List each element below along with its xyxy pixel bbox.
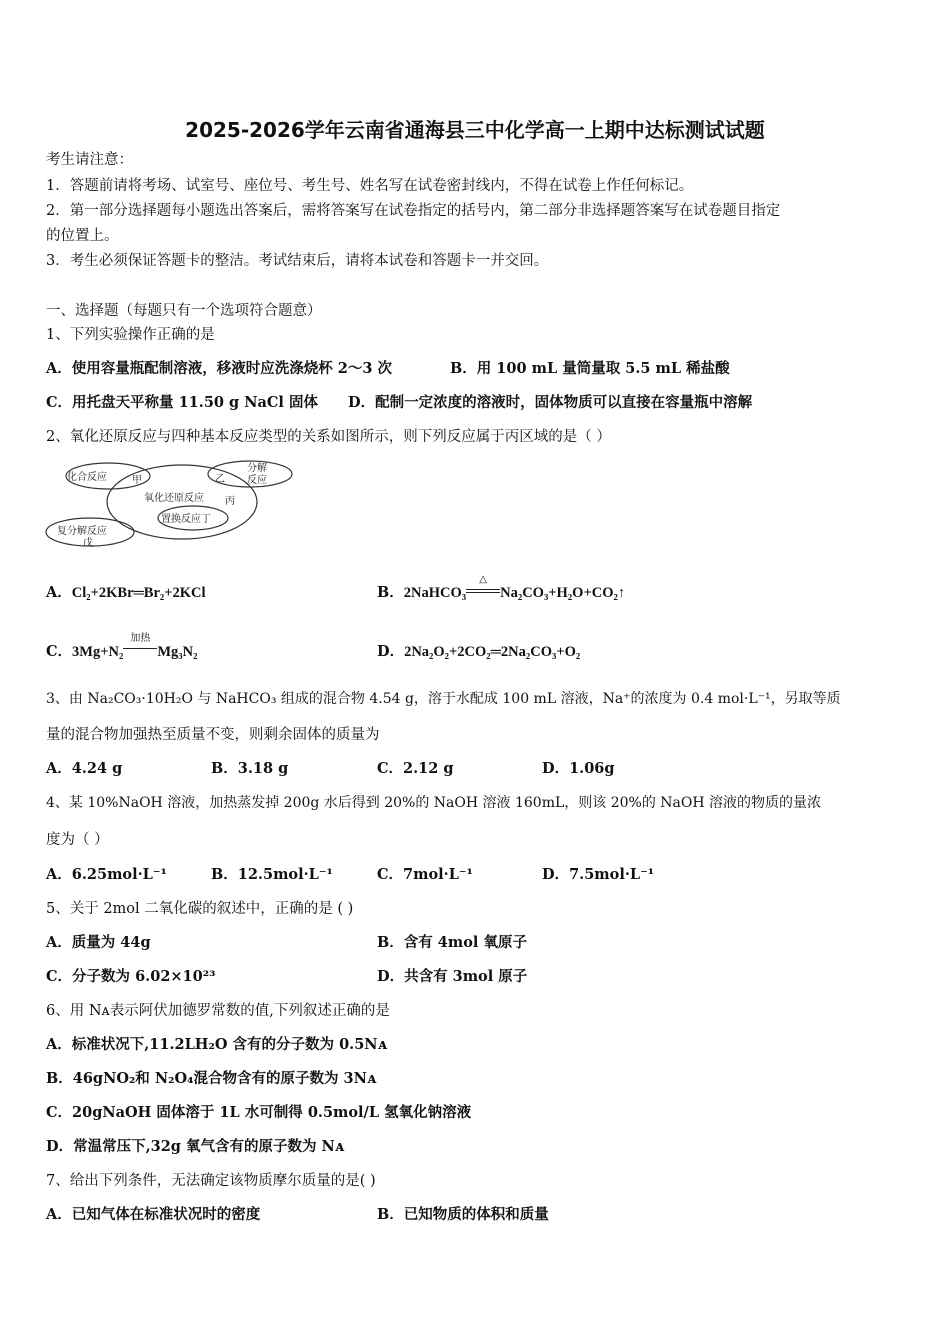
q7-option-b: B．已知物质的体积和质量 (377, 1206, 549, 1223)
label-decomposition-2: 反应 (247, 475, 267, 486)
q6-option-c: C．20gNaOH 固体溶于 1L 水可制得 0.5mol/L 氢氧化钠溶液 (46, 1104, 472, 1121)
label-bing: 丙 (225, 496, 235, 507)
q4-stem-line2: 度为（ ） (46, 832, 109, 848)
label-wu: 戊 (83, 538, 93, 549)
q2-option-d (377, 642, 580, 662)
label-redox: 氧化还原反应 (144, 493, 204, 504)
q2-option-a-formula: Cl₂+2KBr═Br₂+2KCl (71, 585, 206, 601)
q4-option-a: A．6.25mol·L⁻¹ (46, 866, 167, 883)
q3-stem-line1: 3、由 Na₂CO₃·10H₂O 与 NaHCO₃ 组成的混合物 4.54 g，溶于水配成 100 mL 溶液，Na⁺的浓度为 0.4 mol·L⁻¹，另取等质 (46, 691, 841, 707)
q1-option-c: C．用托盘天平称量 11.50 g NaCl 固体 (46, 394, 318, 411)
notice-item-2: 2．第一部分选择题每小题选出答案后，需将答案写在试卷指定的括号内，第二部分非选择题答案写在试卷题目指定 (46, 203, 781, 219)
q5-option-c: C．分子数为 6.02×10²³ (46, 968, 216, 985)
label-displacement: 置换反应丁 (161, 514, 211, 525)
heat-condition: △ (479, 574, 487, 585)
label-double-decomposition: 复分解反应 (57, 526, 107, 537)
q2-option-b (377, 574, 626, 603)
q6-stem: 6、用 Nᴀ表示阿伏加德罗常数的值,下列叙述正确的是 (46, 1003, 390, 1019)
q1-stem: 1、下列实验操作正确的是 (46, 327, 215, 343)
q2-stem: 2、氧化还原反应与四种基本反应类型的关系如图所示，则下列反应属于丙区域的是（ ） (46, 429, 611, 445)
q7-option-a: A．已知气体在标准状况时的密度 (46, 1206, 261, 1223)
label-combination: 化合反应 (67, 472, 107, 483)
label-decomposition-1: 分解 (247, 463, 267, 474)
q4-stem-line1: 4、某 10%NaOH 溶液，加热蒸发掉 200g 水后得到 20%的 NaOH 溶液 160mL，则该 20%的 NaOH 溶液的物质的量浓 (46, 795, 822, 811)
q4-option-c: C．7mol·L⁻¹ (377, 866, 473, 883)
q2-option-a-label: A． (46, 584, 72, 601)
heat-arrow (466, 574, 500, 600)
notice-item-3: 3．考生必须保证答题卡的整洁。考试结束后，请将本试卷和答题卡一并交回。 (46, 253, 549, 269)
q2-option-c (46, 633, 198, 662)
q5-option-b: B．含有 4mol 氧原子 (377, 934, 527, 951)
q2-option-d-formula: 2Na₂O₂+2CO₂═2Na₂CO₃+O₂ (404, 644, 581, 660)
q2-option-a (46, 583, 206, 603)
q2-option-c-reactants: 3Mg+N₂ (72, 644, 124, 660)
q7-stem: 7、给出下列条件，无法确定该物质摩尔质量的是( ) (46, 1173, 376, 1189)
q2-option-b-products: Na₂CO₃+H₂O+CO₂↑ (500, 585, 626, 601)
q2-option-d-label: D． (377, 643, 405, 660)
q1-option-b: B．用 100 mL 量筒量取 5.5 mL 稀盐酸 (450, 360, 730, 377)
q4-option-b: B．12.5mol·L⁻¹ (211, 866, 333, 883)
reaction-venn-diagram (42, 456, 298, 556)
q3-stem-line2: 量的混合物加强热至质量不变，则剩余固体的质量为 (46, 727, 380, 743)
q3-option-b: B．3.18 g (211, 760, 289, 777)
heating-condition: 加热 (130, 633, 151, 644)
q1-option-d: D．配制一定浓度的溶液时，固体物质可以直接在容量瓶中溶解 (348, 394, 753, 411)
q5-option-a: A．质量为 44g (46, 934, 151, 951)
heating-arrow (123, 633, 157, 659)
notice-item-2-cont: 的位置上。 (46, 228, 119, 244)
q5-option-d: D．共含有 3mol 原子 (377, 968, 528, 985)
q6-option-d: D．常温常压下,32g 氧气含有的原子数为 Nᴀ (46, 1138, 345, 1155)
q1-option-a: A．使用容量瓶配制溶液，移液时应洗涤烧杯 2～3 次 (46, 360, 393, 377)
q2-option-b-label: B． (377, 584, 404, 601)
notice-item-1: 1．答题前请将考场、试室号、座位号、考生号、姓名写在试卷密封线内，不得在试卷上作任何标记。 (46, 178, 694, 194)
q6-option-b: B．46gNO₂和 N₂O₄混合物含有的原子数为 3Nᴀ (46, 1070, 377, 1087)
q6-option-a: A．标准状况下,11.2LH₂O 含有的分子数为 0.5Nᴀ (46, 1036, 387, 1053)
q3-option-d: D．1.06g (542, 760, 615, 777)
q2-option-c-label: C． (46, 643, 73, 660)
q3-option-c: C．2.12 g (377, 760, 454, 777)
label-jia: 甲 (132, 475, 142, 486)
q4-option-d: D．7.5mol·L⁻¹ (542, 866, 655, 883)
q2-option-b-reactants: 2NaHCO₃ (403, 585, 467, 601)
label-yi: 乙 (215, 474, 225, 485)
q2-option-c-products: Mg₃N₂ (157, 644, 198, 660)
page-title: 2025-2026学年云南省通海县三中化学高一上期中达标测试试题 (185, 118, 765, 142)
section-heading: 一、选择题（每题只有一个选项符合题意） (46, 303, 322, 319)
q3-option-a: A．4.24 g (46, 760, 123, 777)
q5-stem: 5、关于 2mol 二氧化碳的叙述中，正确的是 ( ) (46, 901, 354, 917)
notice-heading: 考生请注意： (46, 152, 133, 168)
